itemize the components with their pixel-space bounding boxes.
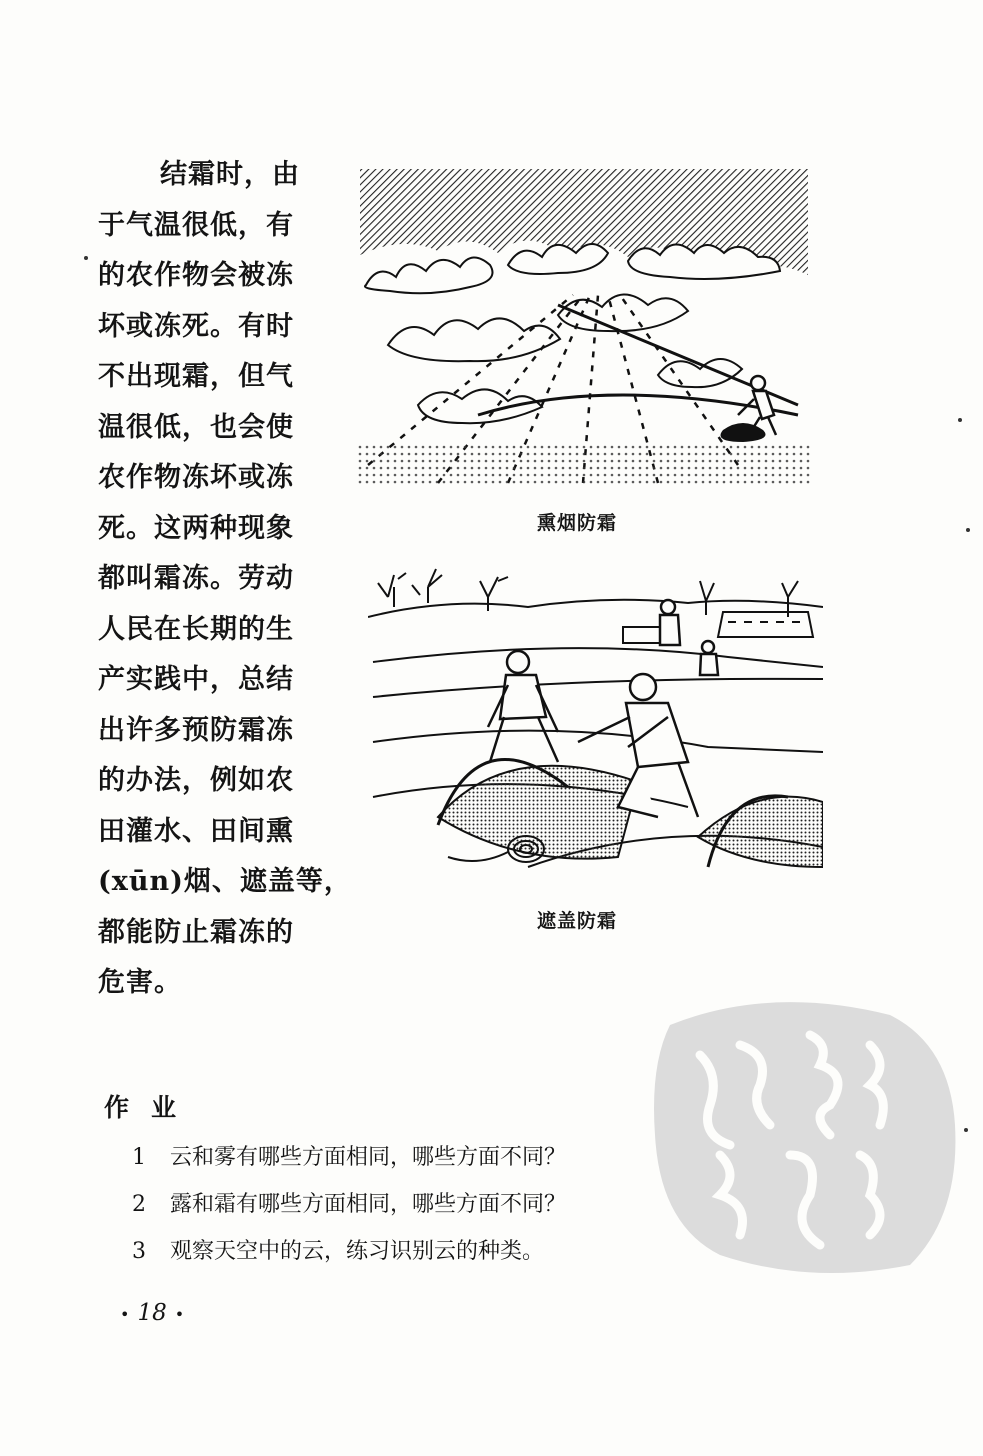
body-line: 田灌水、田间熏: [98, 815, 294, 847]
body-line: 产实践中，总结: [98, 664, 294, 695]
body-line: 人民在长期的生: [98, 613, 294, 645]
scan-speck: [958, 418, 962, 422]
body-line: 不出现霜，但气: [98, 361, 294, 392]
page-number-dot: •: [120, 1305, 130, 1324]
homework-text: 观察天空中的云，练习识别云的种类。: [170, 1239, 545, 1264]
homework-list: [132, 1134, 566, 1275]
cover-illustration: [368, 567, 823, 887]
cover-caption: 遮盖防霜: [537, 910, 618, 932]
body-line: 的农作物会被冻: [98, 260, 294, 291]
scan-speck: [84, 256, 88, 260]
homework-item: [132, 1134, 566, 1181]
body-line: 结霜时，由: [160, 159, 300, 190]
body-line: 温很低，也会使: [98, 411, 294, 443]
body-line: 都叫霜冻。劳动: [98, 563, 294, 594]
homework-number: 1: [132, 1145, 146, 1170]
body-line: (xūn)烟、遮盖等，: [98, 866, 352, 897]
body-line: 坏或冻死。有时: [98, 310, 294, 342]
body-line: 的办法，例如农: [98, 765, 294, 796]
smoke-caption: 熏烟防霜: [537, 512, 618, 534]
scan-speck: [964, 1128, 968, 1132]
homework-number: 3: [132, 1239, 146, 1264]
homework-item: [132, 1228, 566, 1275]
page-number: [112, 1300, 192, 1326]
body-line: 于气温很低，有: [98, 209, 294, 241]
body-line: 死。这两种现象: [98, 512, 294, 544]
page-number-dot: •: [174, 1305, 185, 1324]
homework-title: 作业: [104, 1093, 199, 1122]
body-line: 都能防止霜冻的: [98, 916, 294, 948]
body-line: 农作物冻坏或冻: [98, 462, 294, 493]
body-line: 出许多预防霜冻: [98, 714, 294, 746]
homework-text: 云和雾有哪些方面相同，哪些方面不同？: [170, 1145, 567, 1170]
smoke-illustration: [358, 165, 810, 485]
scan-speck: [966, 528, 970, 532]
homework-text: 露和霜有哪些方面相同，哪些方面不同？: [170, 1192, 567, 1217]
body-text: [98, 150, 352, 1009]
library-seal-watermark: [650, 985, 970, 1289]
page-number-value: 18: [137, 1300, 167, 1326]
homework-number: 2: [132, 1192, 146, 1217]
homework-item: [132, 1181, 566, 1228]
body-line: 危害。: [98, 967, 182, 998]
